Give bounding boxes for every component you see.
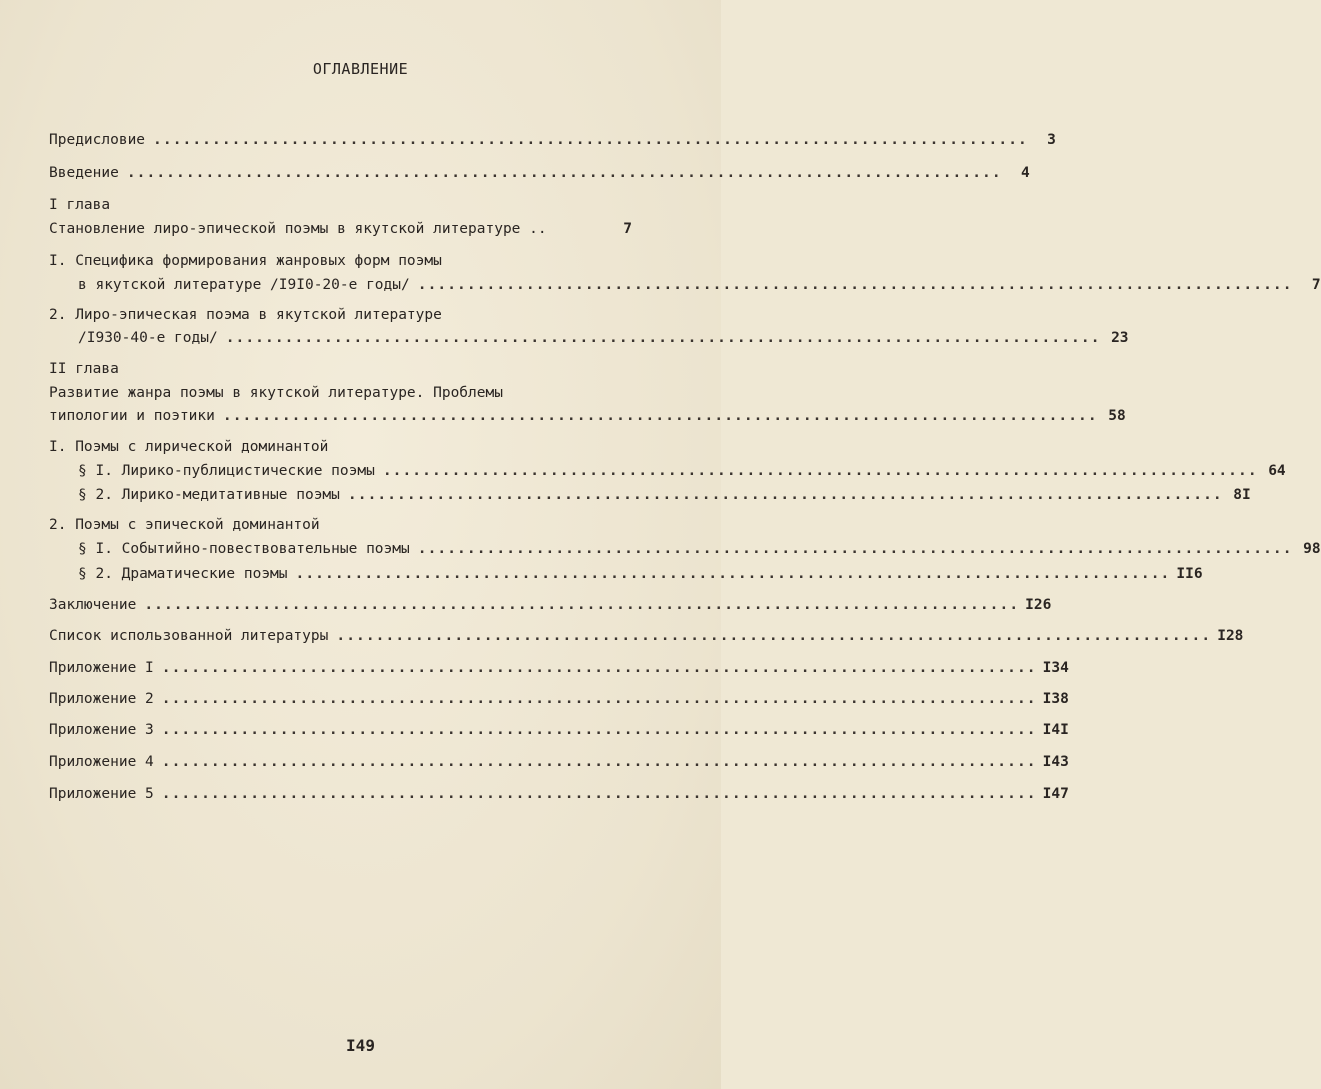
leader-dots: ......................................................................................... (161, 660, 1037, 676)
toc-entry-subsection-2 (78, 484, 1251, 506)
leader-dots: ......................................................................................... (222, 408, 1098, 424)
toc-entry-preface (49, 129, 1056, 151)
toc-page-number: I47 (1042, 786, 1069, 802)
leader-dots: ......................................................................................... (161, 754, 1037, 770)
toc-page-number: 4 (1020, 165, 1030, 181)
toc-entry-chapter2-title (49, 405, 1126, 427)
toc-page-number: 7 (1311, 277, 1321, 293)
toc-section-heading: 2. Поэмы с эпической доминантой (49, 517, 320, 533)
toc-entry-subsection-4 (78, 563, 1203, 585)
toc-entry-text: Введение (49, 165, 119, 181)
toc-entry-text: Приложение 3 (49, 722, 154, 738)
toc-entry-text: в якутской литературе /I9I0-20-е годы/ (78, 277, 410, 293)
toc-chapter-heading: I глава (49, 197, 111, 213)
leader-dots: ......................................................................................... (347, 487, 1223, 503)
toc-entry-text: Приложение I (49, 660, 154, 676)
toc-page-number: I28 (1217, 628, 1244, 644)
toc-entry-text: Становление лиро-эпической поэмы в якутской литературе .. (49, 221, 547, 237)
toc-entry-text: § 2. Драматические поэмы (78, 566, 288, 582)
toc-entry-subsection-3 (78, 538, 1321, 560)
toc-entry-bibliography (49, 625, 1244, 647)
toc-entry-text: § I. Событийно-повествовательные поэмы (78, 541, 410, 557)
toc-section-heading: I. Поэмы с лирической доминантой (49, 439, 329, 455)
toc-entry-text: Приложение 5 (49, 786, 154, 802)
leader-dots: ......................................................................................... (295, 566, 1171, 582)
toc-page-number: 3 (1047, 132, 1056, 148)
toc-entry-conclusion (49, 594, 1052, 616)
toc-entry-text: /I930-40-е годы/ (78, 330, 218, 346)
toc-page-number: 7 (623, 221, 632, 237)
toc-entry-introduction (49, 162, 1030, 184)
toc-entry-text: Заключение (49, 597, 137, 613)
toc-section-heading: 2. Лиро-эпическая поэма в якутской литературе (49, 307, 442, 323)
leader-dots: ......................................................................................... (417, 277, 1293, 293)
toc-entry-appendix-4 (49, 751, 1069, 773)
toc-page-number: 23 (1111, 330, 1129, 346)
toc-entry-appendix-2 (49, 688, 1069, 710)
toc-entry-text: § I. Лирико-публицистические поэмы (78, 463, 375, 479)
toc-entry-section1-2 (78, 327, 1129, 349)
toc-page-number: I43 (1042, 754, 1069, 770)
toc-chapter-title: Развитие жанра поэмы в якутской литературе. Проблемы (49, 385, 503, 401)
toc-entry-section1-1 (78, 274, 1321, 296)
toc-entry-text: Приложение 4 (49, 754, 154, 770)
leader-dots: ......................................................................................... (161, 786, 1037, 802)
toc-entry-text: Предисловие (49, 132, 146, 148)
leader-dots: ......................................................................................... (417, 541, 1293, 557)
leader-dots: ......................................................................................... (161, 691, 1037, 707)
leader-dots: ......................................................................................... (161, 722, 1037, 738)
toc-entry-appendix-1 (49, 657, 1069, 679)
toc-entry-appendix-3 (49, 719, 1069, 741)
toc-page-number: I26 (1025, 597, 1052, 613)
toc-page-number: 58 (1108, 408, 1126, 424)
toc-page-number: 98 (1303, 541, 1321, 557)
toc-entry-subsection-1 (78, 460, 1286, 482)
toc-page-number: I4I (1042, 722, 1069, 738)
leader-dots: ......................................................................................... (382, 463, 1258, 479)
toc-entry-text: Приложение 2 (49, 691, 154, 707)
toc-page-number: 64 (1268, 463, 1286, 479)
toc-page-number: II6 (1176, 566, 1203, 582)
leader-dots: ......................................................................................... (225, 330, 1101, 346)
toc-page-number: I38 (1042, 691, 1069, 707)
toc-page-number: 8I (1233, 487, 1251, 503)
page-number: I49 (346, 1036, 375, 1055)
leader-dots: ......................................................................................... (153, 132, 1028, 148)
toc-page-number: I34 (1042, 660, 1069, 676)
toc-chapter-heading: II глава (49, 361, 119, 377)
toc-entry-appendix-5 (49, 783, 1069, 805)
toc-section-heading: I. Специфика формирования жанровых форм поэмы (49, 253, 442, 269)
toc-entry-text: § 2. Лирико-медитативные поэмы (78, 487, 340, 503)
leader-dots: ......................................................................................... (336, 628, 1212, 644)
toc-entry-chapter1-title (49, 218, 632, 240)
toc-entry-text: типологии и поэтики (49, 408, 215, 424)
leader-dots: ......................................................................................... (126, 165, 1002, 181)
toc-entry-text: Список использованной литературы (49, 628, 329, 644)
page-title: ОГЛАВЛЕНИЕ (312, 60, 409, 78)
leader-dots: ......................................................................................... (144, 597, 1020, 613)
